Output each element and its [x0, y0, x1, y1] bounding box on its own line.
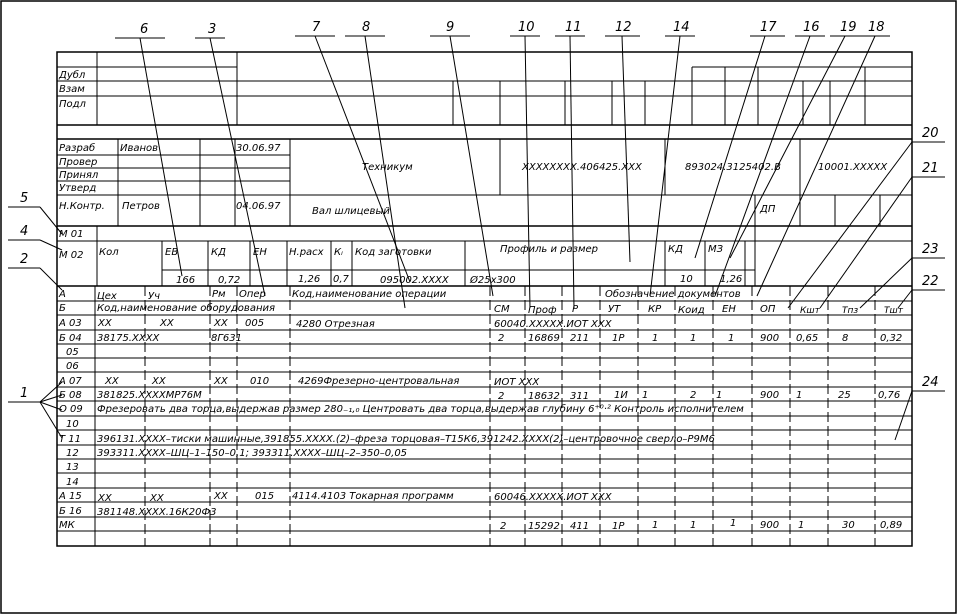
label-nkontr: Н.Контр. [59, 201, 105, 212]
doc-code-1: XXXXXXXX.406425.XXX [522, 162, 642, 173]
a15-uch: XX [150, 493, 164, 504]
hdr-prof: Проф [528, 305, 557, 316]
hdr-koid: Коид [678, 305, 705, 316]
doc-code-2: 893024.3125402.В [685, 162, 781, 173]
val-nrash: 1,26 [298, 274, 321, 285]
row-mk: МК [59, 520, 75, 531]
callout-19: 19 [840, 20, 857, 35]
callout-16: 16 [803, 20, 820, 35]
callout-6: 6 [140, 22, 149, 37]
callout-9: 9 [446, 20, 455, 35]
col-kd: КД [211, 247, 226, 258]
t11-text: 396131.XXXX–тиски машинные,391855.XXXX.(2)–фреза торцовая–Т15К6,391242.XXXX(2)–центровочное сверло–Р9М6 [97, 434, 715, 445]
row-05: 05 [66, 347, 79, 358]
col-ki: Кᵢ [334, 247, 343, 258]
b08-kr: 1 [642, 390, 649, 401]
nkontr-name: Петров [122, 201, 160, 212]
a15-rm: XX [214, 491, 228, 502]
mk-sm: 2 [500, 521, 507, 532]
b04-prof: 16869 [528, 333, 560, 344]
mk-op: 900 [760, 520, 780, 531]
row-b08: Б 08 [59, 390, 82, 401]
b08-prof: 18632 [528, 391, 560, 402]
callout-8: 8 [362, 20, 371, 35]
label-utverd: Утверд [59, 183, 97, 194]
b04-rm: 8Г631 [211, 333, 243, 344]
row-b16: Б 16 [59, 506, 82, 517]
b08-tpz: 25 [838, 390, 851, 401]
mk-prof: 15292 [528, 521, 560, 532]
val-ev: 166 [176, 275, 196, 286]
row-b: Б [59, 303, 66, 314]
a07-kod: 4269Фрезерно-центровальная [298, 376, 460, 387]
val-kd: 0,72 [218, 275, 241, 286]
col-ev: ЕВ [165, 247, 179, 258]
hdr-op: ОП [760, 304, 776, 315]
b04-ut: 1Р [612, 333, 625, 344]
col-kd2: КД [668, 244, 683, 255]
col-profil: Профиль и размер [500, 244, 599, 255]
a15-doc: 60046.XXXXX.ИОТ XXX [494, 492, 612, 503]
callout-7: 7 [312, 20, 321, 35]
a03-rm: XX [214, 318, 228, 329]
callout-21: 21 [922, 161, 939, 176]
val-profil: Ø25x300 [470, 275, 516, 286]
callout-5: 5 [20, 191, 29, 206]
b04-en: 1 [728, 333, 735, 344]
row-10: 10 [66, 419, 79, 430]
doc-code-3: 10001.XXXXX [818, 162, 888, 173]
row-a07: А 07 [59, 376, 82, 387]
row-a03: А 03 [59, 318, 82, 329]
b04-tsht: 0,32 [880, 333, 903, 344]
b08-obor: 381825.XXXXМР76М [97, 390, 202, 401]
b04-sm: 2 [498, 333, 505, 344]
callout-18: 18 [868, 20, 885, 35]
callout-14: 14 [673, 20, 690, 35]
col-en: ЕН [253, 247, 267, 258]
callout-17: 17 [760, 20, 777, 35]
part-name: Вал шлицевый [312, 206, 390, 217]
b04-obor: 38175.XXXX [97, 333, 160, 344]
label-vzam: Взам [59, 84, 85, 95]
mk-tsht: 0,89 [880, 520, 903, 531]
col-kol: Кол [99, 247, 119, 258]
row-13: 13 [66, 462, 79, 473]
a03-doc: 60040.XXXXX.ИОТ XXX [494, 319, 612, 330]
label-razrab: Разраб [59, 143, 96, 154]
hdr-rm: Рм [212, 289, 226, 300]
b08-r: 311 [570, 391, 590, 402]
b16-obor: 381148.XXXX.16К20Ф3 [97, 507, 217, 518]
row-m01: М 01 [59, 229, 84, 240]
organization: Техникум [362, 162, 413, 173]
callout-11: 11 [565, 20, 582, 35]
row-12: 12 [66, 448, 79, 459]
hdr-kr: КР [648, 304, 662, 315]
a07-ceh: XX [105, 376, 119, 387]
hdr-uch: Уч [148, 291, 161, 302]
row-o09: О 09 [59, 404, 83, 415]
mk-kpz: 1 [798, 520, 805, 531]
val-kd2: 10 [680, 274, 693, 285]
mk-tpz: 30 [842, 520, 855, 531]
col-kod-zag: Код заготовки [355, 247, 432, 258]
row-14: 14 [66, 477, 79, 488]
b08-op: 900 [760, 390, 780, 401]
label-dp: ДП [760, 204, 776, 215]
a03-oper: 005 [245, 318, 265, 329]
hdr-kod-oper: Код,наименование операции [292, 289, 447, 300]
row-a15: А 15 [59, 491, 82, 502]
b04-r: 211 [570, 333, 590, 344]
b04-kpz: 0,65 [796, 333, 819, 344]
b08-sm: 2 [498, 391, 505, 402]
mk-koid: 1 [690, 520, 697, 531]
a03-uch: XX [160, 318, 174, 329]
callout-1: 1 [20, 386, 29, 401]
a03-ceh: XX [98, 318, 112, 329]
label-dubl: Дубл [59, 70, 86, 81]
mk-r: 411 [570, 521, 590, 532]
a07-oper: 010 [250, 376, 270, 387]
mk-en: 1 [730, 518, 737, 529]
callout-4: 4 [20, 224, 29, 239]
callout-24: 24 [922, 375, 939, 390]
b04-op: 900 [760, 333, 780, 344]
callout-2: 2 [20, 252, 29, 267]
val-kod-zag: 095002.XXXX [380, 275, 449, 286]
col-mz: МЗ [708, 244, 724, 255]
a07-rm: XX [214, 376, 228, 387]
col-nrash: Н.расх [289, 247, 324, 258]
a03-kod: 4280 Отрезная [296, 319, 375, 330]
hdr-oper: Опер [239, 289, 266, 300]
mk-kr: 1 [652, 520, 659, 531]
b04-kr: 1 [652, 333, 659, 344]
razrab-date: 30.06.97 [236, 143, 281, 154]
b08-kpz: 1 [796, 390, 803, 401]
a07-uch: XX [152, 376, 166, 387]
a15-ceh: XX [98, 493, 112, 504]
row-06: 06 [66, 361, 79, 372]
r12-text: 393311.XXXX–ШЦ–1–150–0,1; 393311.XXXX–ШЦ–2–350–0,05 [97, 448, 408, 459]
a07-doc: ИОТ XXX [494, 377, 540, 388]
hdr-oboz: Обозначение документов [605, 289, 741, 300]
b08-koid: 2 [690, 390, 697, 401]
label-podl: Подл [59, 99, 86, 110]
hdr-kod-obor: Код,наименование оборудования [97, 303, 275, 314]
hdr-kpz: Кшт [800, 306, 820, 316]
b04-tpz: 8 [842, 333, 849, 344]
row-b04: Б 04 [59, 333, 82, 344]
callout-3: 3 [208, 22, 217, 37]
nkontr-date: 04.06.97 [236, 201, 281, 212]
o09-text: Фрезеровать два торца,выдержав размер 280₋₁,₀ Центровать два торца,выдержав глубину 6⁺⁰·² Контроль исполнителем [97, 404, 744, 415]
callout-22: 22 [922, 274, 939, 289]
b08-tsht: 0,76 [878, 390, 901, 401]
label-prover: Провер [59, 157, 98, 168]
hdr-en: ЕН [722, 304, 736, 315]
b04-koid: 1 [690, 333, 697, 344]
row-m02: М 02 [59, 250, 84, 261]
b08-en: 1 [716, 390, 723, 401]
a15-oper: 015 [255, 491, 275, 502]
razrab-name: Иванов [120, 143, 159, 154]
row-a: А [59, 289, 66, 300]
callout-12: 12 [615, 20, 632, 35]
a15-kod: 4114.4103 Токарная программ [292, 491, 454, 502]
b08-ut: 1И [614, 390, 628, 401]
callout-10: 10 [518, 20, 535, 35]
label-prinyal: Принял [59, 170, 99, 181]
callout-23: 23 [922, 242, 939, 257]
row-t11: Т 11 [59, 434, 82, 445]
hdr-tsht: Тшт [884, 306, 903, 316]
val-mz: 1,26 [720, 274, 743, 285]
hdr-r: Р [572, 304, 579, 315]
mk-ut: 1Р [612, 521, 625, 532]
hdr-tpz: Тпз [842, 306, 859, 316]
hdr-ceh: Цех [97, 291, 117, 302]
hdr-ut: УТ [608, 304, 621, 315]
hdr-sm: СМ [494, 304, 510, 315]
val-ki: 0,7 [333, 274, 349, 285]
callout-20: 20 [922, 126, 939, 141]
